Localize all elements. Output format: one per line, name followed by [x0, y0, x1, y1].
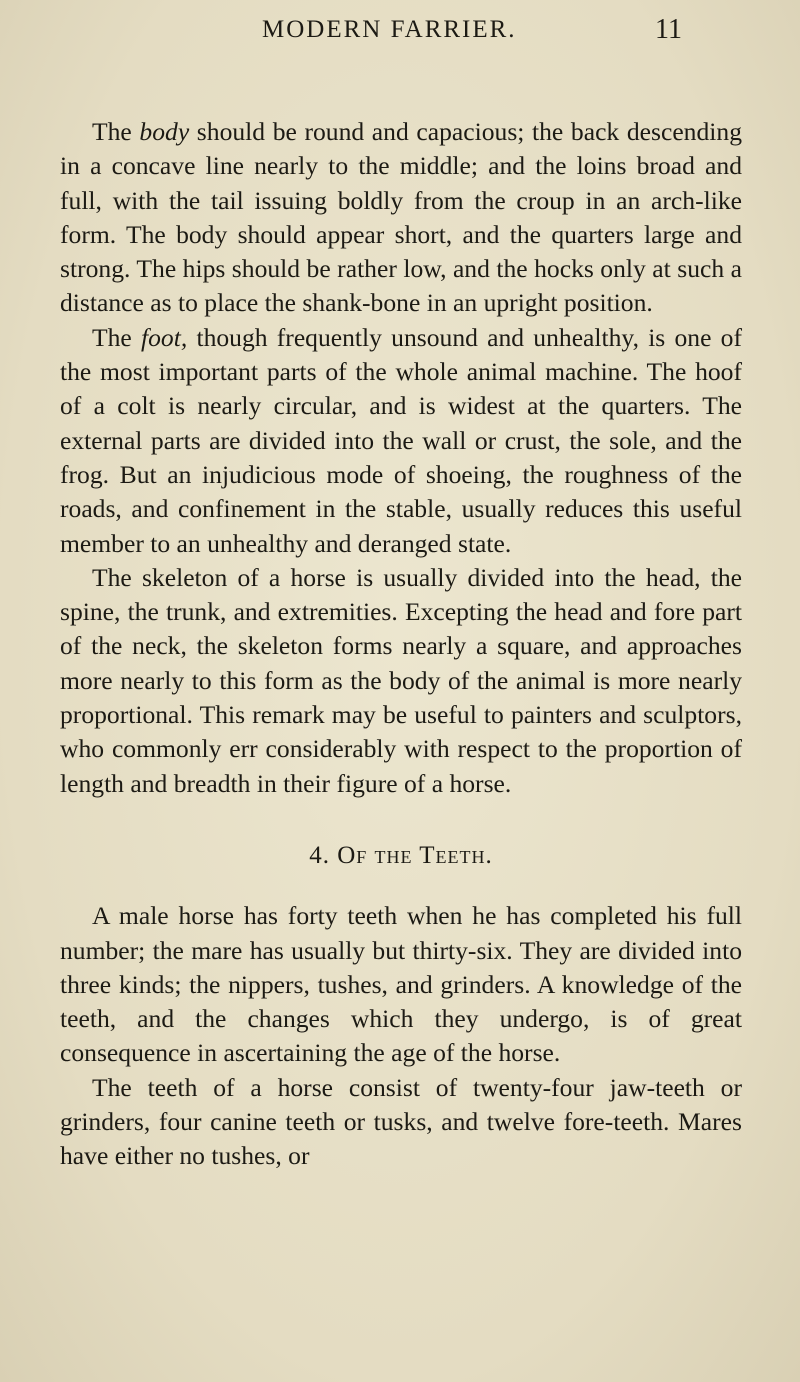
- paragraph-teeth-count: A male horse has forty teeth when he has completed his full number; the mare has usually but thirty-six. They are divided into three kinds; the nippers, tushes, and grinders. A knowledge of the teeth, and the changes which they undergo, is of great consequence in ascertaining the age of the horse.: [60, 901, 742, 1068]
- paragraph-foot: The foot, though frequently unsound and unhealthy, is one of the most important parts of the whole animal machine. The hoof of a colt is nearly circular, and is widest at the quarters. The external parts are divided into the wall or crust, the sole, and the frog. But an injudicious mode of shoeing, the roughness of the roads, and confinement in the stable, usually reduces this useful member to an unhealthy and deranged state.: [60, 322, 742, 558]
- term-body: body: [139, 117, 190, 146]
- body-text: [60, 115, 742, 1174]
- section-heading: 4. Of the Teeth.: [309, 841, 493, 869]
- paragraph-body: The body should be round and capacious; the back descending in a concave line nearly to the middle; and the loins broad and full, with the tail issuing boldly from the croup in an arch-like form. The body should appear short, and the quarters large and strong. The hips should be rather low, and the hocks only at such a distance as to place the shank-bone in an upright position.: [60, 117, 742, 318]
- page-number: 11: [655, 14, 682, 45]
- term-foot: foot,: [141, 322, 188, 352]
- paragraph-teeth-kinds: The teeth of a horse consist of twenty-four jaw-teeth or grinders, four canine teeth or tusks, and twelve fore-teeth. Mares have either no tushes, or: [60, 1072, 742, 1171]
- running-head: [0, 10, 800, 50]
- running-title: MODERN FARRIER.: [262, 16, 517, 43]
- paragraph-skeleton: The skeleton of a horse is usually divided into the head, the spine, the trunk, and extremities. Excepting the head and fore part of the neck, the skeleton forms nearly a square, and approaches more nearly to this form as the body of the animal is more nearly proportional. This remark may be useful to painters and sculptors, who commonly err considerably with respect to the proportion of length and breadth in their figure of a horse.: [60, 562, 742, 798]
